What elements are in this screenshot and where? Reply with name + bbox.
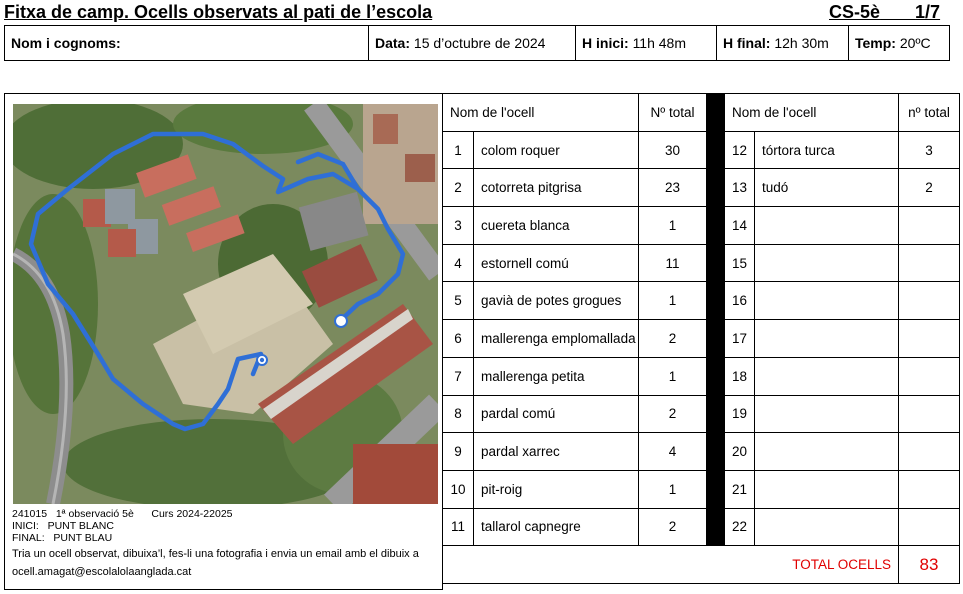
aerial-map-image (13, 104, 438, 504)
bird-name-left: cotorreta pitgrisa (474, 169, 639, 207)
bird-count-right: 2 (899, 169, 960, 207)
bird-count-left: 1 (639, 282, 707, 320)
bird-name-right: tudó (755, 169, 899, 207)
start-point-note: INICI: PUNT BLANC (12, 520, 114, 532)
bird-name-right[interactable] (755, 508, 899, 546)
class-code: CS-5è (829, 2, 881, 22)
temp-value: 20ºC (899, 35, 931, 51)
row-number-right: 21 (725, 470, 755, 508)
bird-name-right[interactable] (755, 357, 899, 395)
row-number-right: 12 (725, 131, 755, 169)
bird-name-left: gavià de potes grogues (474, 282, 639, 320)
page-title: Fitxa de camp. Ocells observats al pati de l’escola (4, 2, 433, 22)
date-cell (369, 26, 576, 61)
start-point-marker (335, 315, 347, 327)
bird-count-left: 1 (639, 207, 707, 245)
row-number-left: 6 (443, 320, 474, 358)
table-row (443, 320, 960, 358)
bird-count-right[interactable] (899, 244, 960, 282)
temp-cell (849, 26, 950, 61)
bird-name-left: cuereta blanca (474, 207, 639, 245)
bird-count-right: 3 (899, 131, 960, 169)
title-bar (4, 2, 950, 24)
instructions: Tria un ocell observat, dibuixa’l, fes-li una fotografia i envia un email amb el dibuix a ocell.amagat@escolalolaanglada.cat (12, 548, 419, 578)
row-number-right: 13 (725, 169, 755, 207)
bird-count-right[interactable] (899, 433, 960, 471)
bird-count-right[interactable] (899, 395, 960, 433)
table-row (443, 169, 960, 207)
row-number-left: 1 (443, 131, 474, 169)
bird-name-left: colom roquer (474, 131, 639, 169)
bird-name-left: estornell comú (474, 244, 639, 282)
bird-name-right[interactable] (755, 470, 899, 508)
bird-name-left: pit-roig (474, 470, 639, 508)
bird-count-right[interactable] (899, 282, 960, 320)
bird-count-right[interactable] (899, 508, 960, 546)
column-separator (707, 433, 725, 471)
table-header-row (443, 94, 960, 132)
row-number-right: 20 (725, 433, 755, 471)
header-total-right: nº total (899, 94, 960, 132)
bird-name-right[interactable] (755, 282, 899, 320)
row-number-left: 11 (443, 508, 474, 546)
row-number-left: 4 (443, 244, 474, 282)
end-time-value: 12h 30m (774, 35, 829, 51)
map-panel (4, 93, 443, 590)
row-number-left: 2 (443, 169, 474, 207)
bird-count-left: 11 (639, 244, 707, 282)
column-separator (707, 357, 725, 395)
bird-name-left: mallerenga petita (474, 357, 639, 395)
bird-count-right[interactable] (899, 470, 960, 508)
bird-count-left: 1 (639, 357, 707, 395)
bird-count-left: 2 (639, 508, 707, 546)
column-separator (707, 320, 725, 358)
bird-name-left: mallerenga emplomallada (474, 320, 639, 358)
date-value: 15 d’octubre de 2024 (413, 35, 546, 51)
table-row (443, 244, 960, 282)
bird-count-left: 23 (639, 169, 707, 207)
row-number-left: 8 (443, 395, 474, 433)
bird-name-left: pardal xarrec (474, 433, 639, 471)
date-label: Data: (375, 35, 411, 51)
row-number-right: 15 (725, 244, 755, 282)
row-number-right: 22 (725, 508, 755, 546)
notes-first-line (12, 508, 437, 520)
bird-name-right: tórtora turca (755, 131, 899, 169)
total-label: TOTAL OCELLS (707, 546, 899, 584)
obs-code: 241015 (12, 508, 48, 520)
end-point-note: FINAL: PUNT BLAU (12, 532, 113, 544)
table-row (443, 282, 960, 320)
course: Curs 2024-22025 (151, 508, 233, 520)
header-bird-name-right: Nom de l'ocell (725, 94, 899, 132)
end-time-cell (717, 26, 849, 61)
total-row (443, 546, 960, 584)
bird-name-left: tallarol capnegre (474, 508, 639, 546)
name-label: Nom i cognoms: (11, 35, 121, 51)
birds-table (442, 93, 960, 584)
row-number-right: 19 (725, 395, 755, 433)
column-separator (707, 244, 725, 282)
column-separator (707, 207, 725, 245)
page-number: 1/7 (915, 2, 941, 22)
bird-name-right[interactable] (755, 207, 899, 245)
column-separator (707, 94, 725, 132)
bird-count-right[interactable] (899, 207, 960, 245)
row-number-right: 18 (725, 357, 755, 395)
column-separator (707, 470, 725, 508)
table-row (443, 207, 960, 245)
row-number-left: 5 (443, 282, 474, 320)
aerial-map (13, 104, 438, 504)
row-number-right: 14 (725, 207, 755, 245)
row-number-right: 16 (725, 282, 755, 320)
notes-block (12, 508, 437, 581)
start-time-cell (576, 26, 717, 61)
name-cell[interactable] (5, 26, 369, 61)
row-number-right: 17 (725, 320, 755, 358)
bird-count-right[interactable] (899, 320, 960, 358)
bird-count-right[interactable] (899, 357, 960, 395)
start-time-value: 11h 48m (632, 35, 687, 51)
column-separator (707, 169, 725, 207)
column-separator (707, 131, 725, 169)
column-separator (707, 508, 725, 546)
table-row (443, 395, 960, 433)
bird-count-left: 1 (639, 470, 707, 508)
table-row (443, 357, 960, 395)
header-bird-name-left: Nom de l'ocell (443, 94, 639, 132)
start-time-label: H inici: (582, 35, 629, 51)
table-row (443, 131, 960, 169)
info-table (4, 25, 950, 61)
table-row (443, 433, 960, 471)
end-time-label: H final: (723, 35, 771, 51)
bird-name-left: pardal comú (474, 395, 639, 433)
class-code-page (829, 2, 940, 23)
temp-label: Temp: (855, 35, 896, 51)
bird-name-right[interactable] (755, 395, 899, 433)
row-number-left: 10 (443, 470, 474, 508)
row-number-left: 9 (443, 433, 474, 471)
bird-name-right[interactable] (755, 320, 899, 358)
bird-name-right[interactable] (755, 244, 899, 282)
table-row (443, 508, 960, 546)
table-row (443, 470, 960, 508)
header-total-left: Nº total (639, 94, 707, 132)
bird-count-left: 2 (639, 395, 707, 433)
obs-number: 1ª observació 5è (55, 508, 134, 520)
bird-name-right[interactable] (755, 433, 899, 471)
row-number-left: 7 (443, 357, 474, 395)
bird-count-left: 2 (639, 320, 707, 358)
bird-count-left: 4 (639, 433, 707, 471)
total-blank-cell (443, 546, 707, 584)
row-number-left: 3 (443, 207, 474, 245)
total-value: 83 (899, 546, 960, 584)
bird-count-left: 30 (639, 131, 707, 169)
column-separator (707, 395, 725, 433)
column-separator (707, 282, 725, 320)
